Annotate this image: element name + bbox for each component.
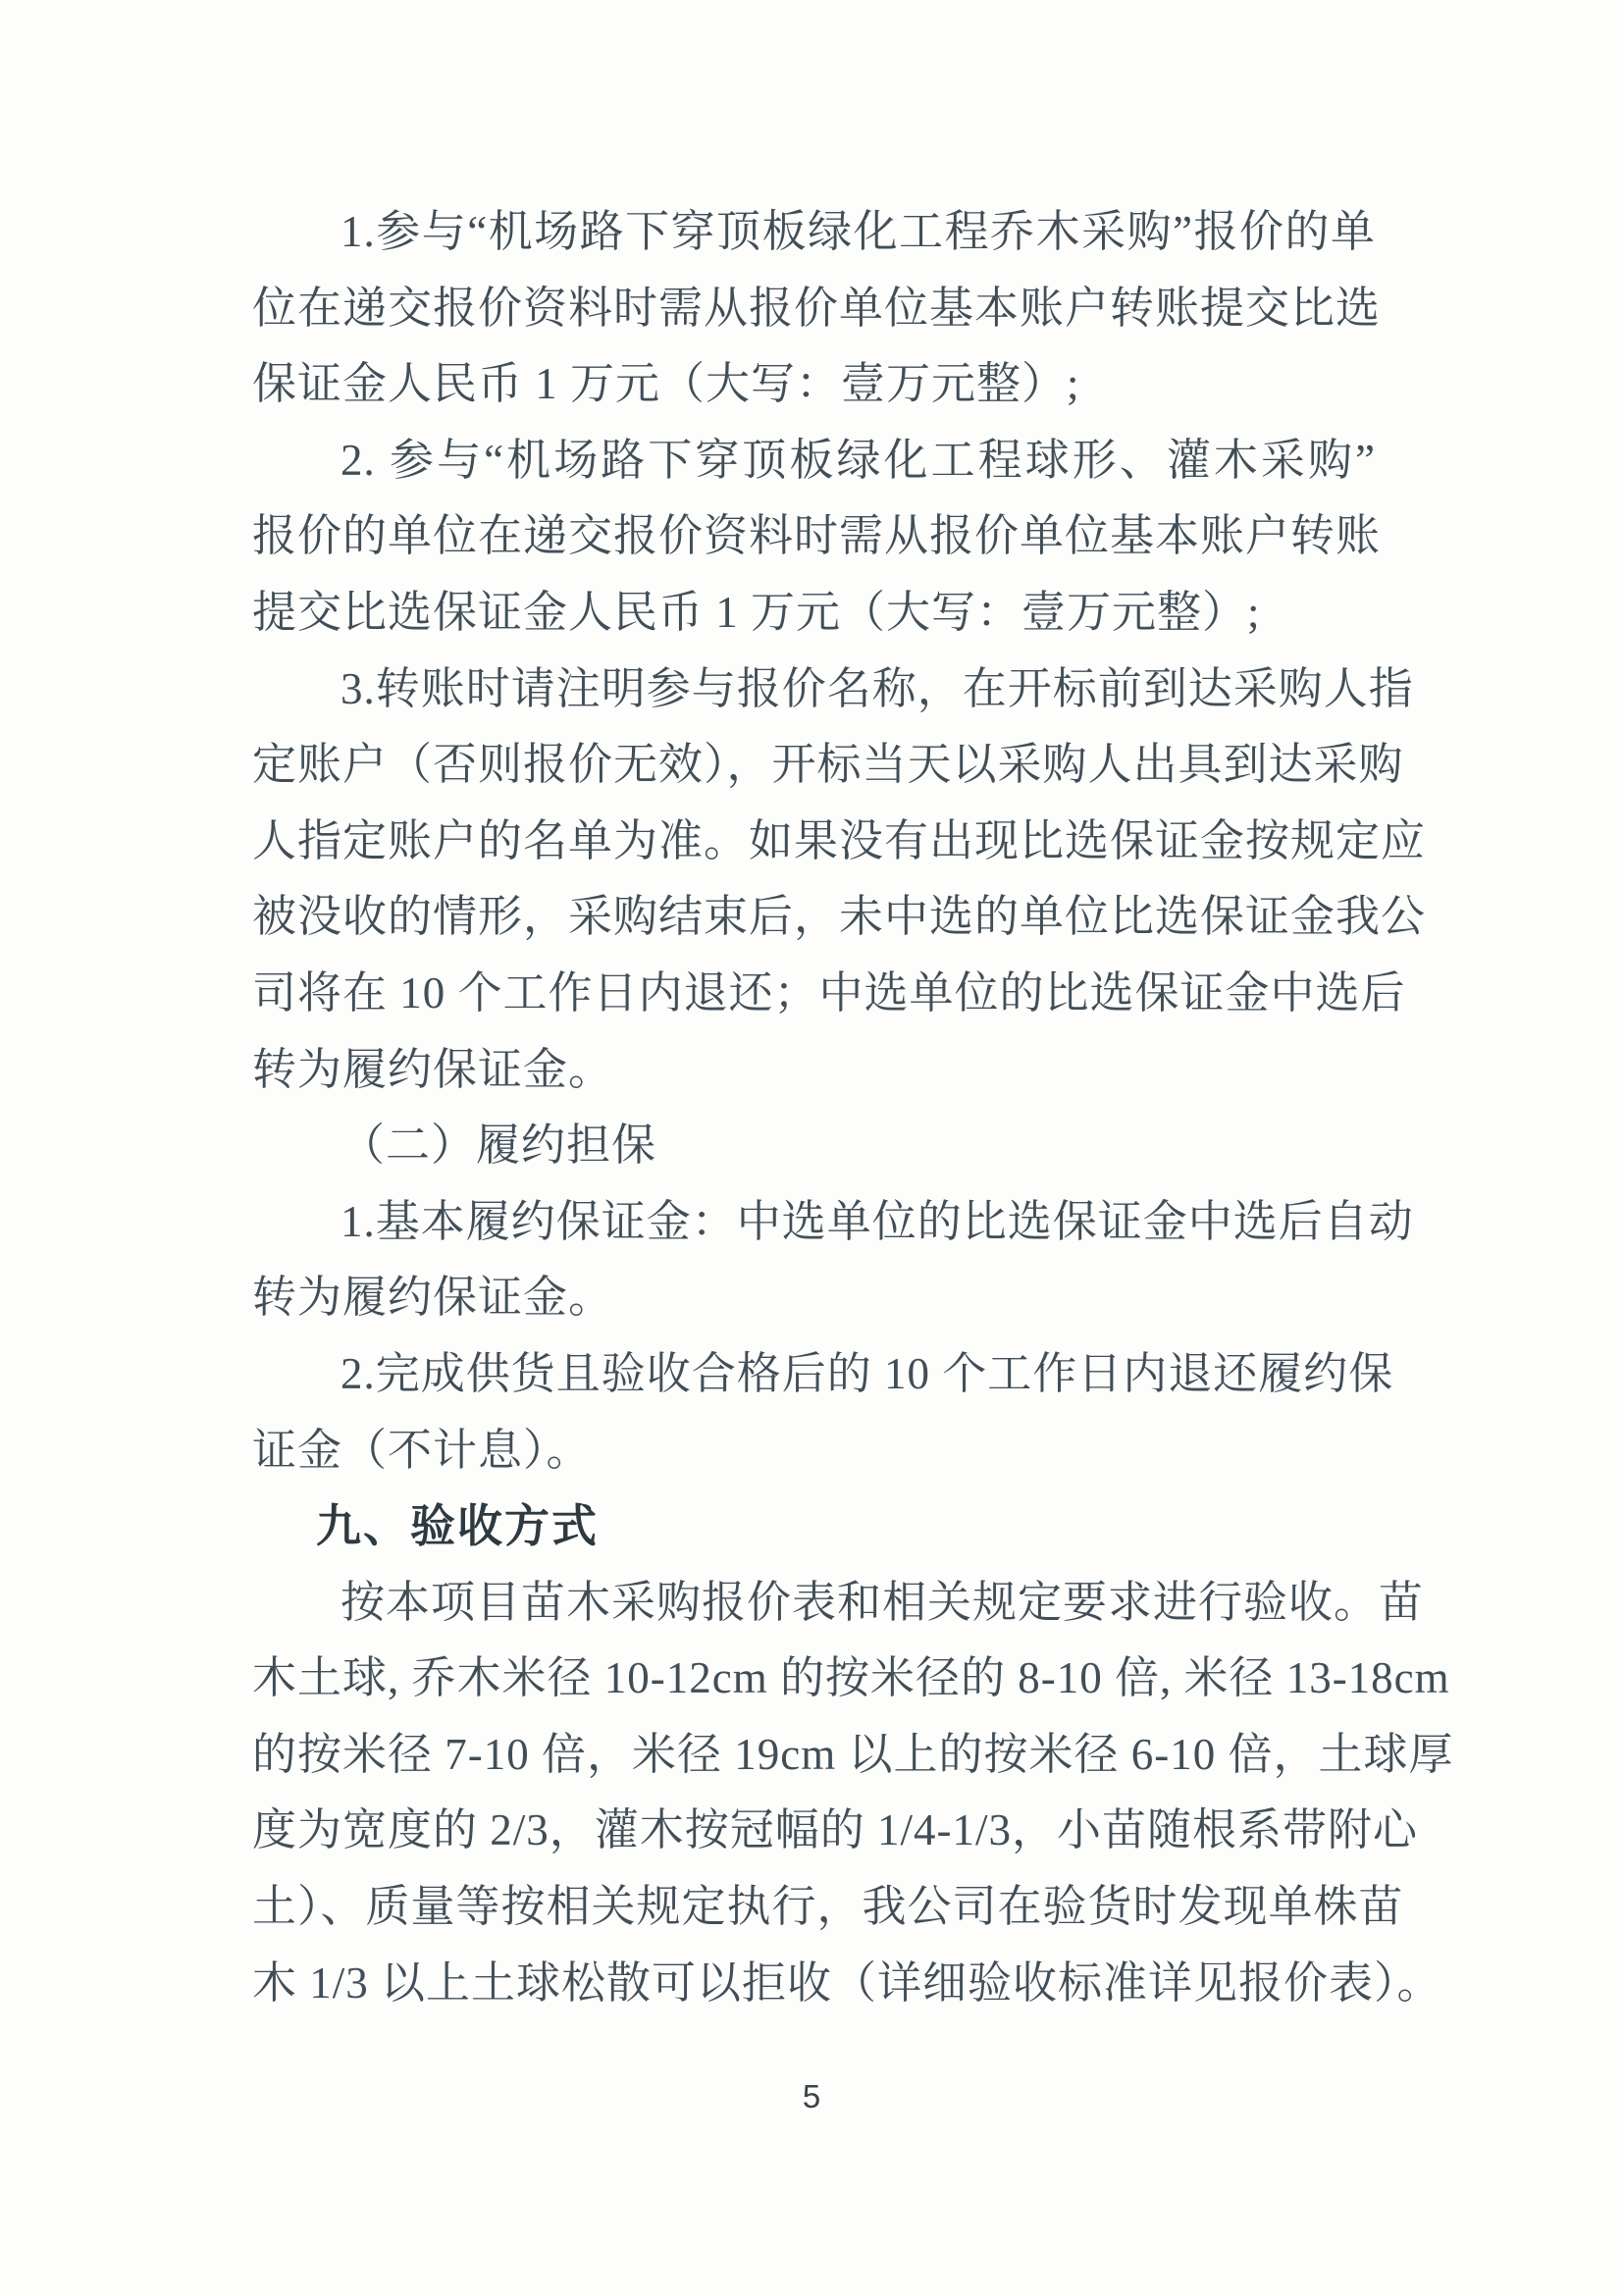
doc-line: 度为宽度的 2/3，灌木按冠幅的 1/4-1/3，小苗随根系带附心	[252, 1805, 1418, 1855]
document-body	[252, 194, 1454, 2021]
doc-line: （二）履约担保	[340, 1121, 657, 1171]
doc-line: 转为履约保证金。	[252, 1273, 614, 1323]
doc-line: 人指定账户的名单为准。如果没有出现比选保证金按规定应	[252, 815, 1427, 865]
doc-line: 定账户（否则报价无效），开标当天以采购人出具到达采购	[252, 740, 1404, 790]
doc-line: 保证金人民币 1 万元（大写：壹万元整）;	[252, 359, 1080, 409]
doc-line: 3.转账时请注明参与报价名称，在开标前到达采购人指	[340, 663, 1414, 713]
page-number: 5	[802, 2078, 821, 2114]
doc-line: 木土球, 乔木米径 10-12cm 的按米径的 8-10 倍, 米径 13-18cm	[252, 1653, 1450, 1703]
doc-line: 报价的单位在递交报价资料时需从报价单位基本账户转账	[252, 511, 1382, 561]
doc-line: 木 1/3 以上土球松散可以拒收（详细验收标准详见报价表）。	[252, 1957, 1442, 2008]
doc-line: 的按米径 7-10 倍，米径 19cm 以上的按米径 6-10 倍，土球厚	[252, 1729, 1454, 1779]
doc-line: 被没收的情形，采购结束后，未中选的单位比选保证金我公	[252, 892, 1427, 942]
doc-line: 位在递交报价资料时需从报价单位基本账户转账提交比选	[252, 283, 1382, 333]
doc-line: 2. 参与“机场路下穿顶板绿化工程球形、灌木采购”	[340, 435, 1376, 485]
doc-line: 提交比选保证金人民币 1 万元（大写：壹万元整）;	[252, 587, 1261, 637]
doc-line: 证金（不计息）。	[252, 1425, 592, 1475]
doc-line: 2.完成供货且验收合格后的 10 个工作日内退还履约保	[340, 1348, 1394, 1398]
doc-line: 按本项目苗木采购报价表和相关规定要求进行验收。苗	[340, 1577, 1425, 1627]
doc-line: 司将在 10 个工作日内退还；中选单位的比选保证金中选后	[252, 967, 1406, 1018]
doc-line: 1.参与“机场路下穿顶板绿化工程乔木采购”报价的单	[340, 207, 1376, 256]
doc-line: 土）、质量等按相关规定执行，我公司在验货时发现单株苗	[252, 1882, 1404, 1932]
section-heading-acceptance-method: 九、验收方式	[316, 1500, 599, 1552]
doc-line: 1.基本履约保证金：中选单位的比选保证金中选后自动	[340, 1196, 1414, 1246]
doc-line: 转为履约保证金。	[252, 1044, 614, 1094]
